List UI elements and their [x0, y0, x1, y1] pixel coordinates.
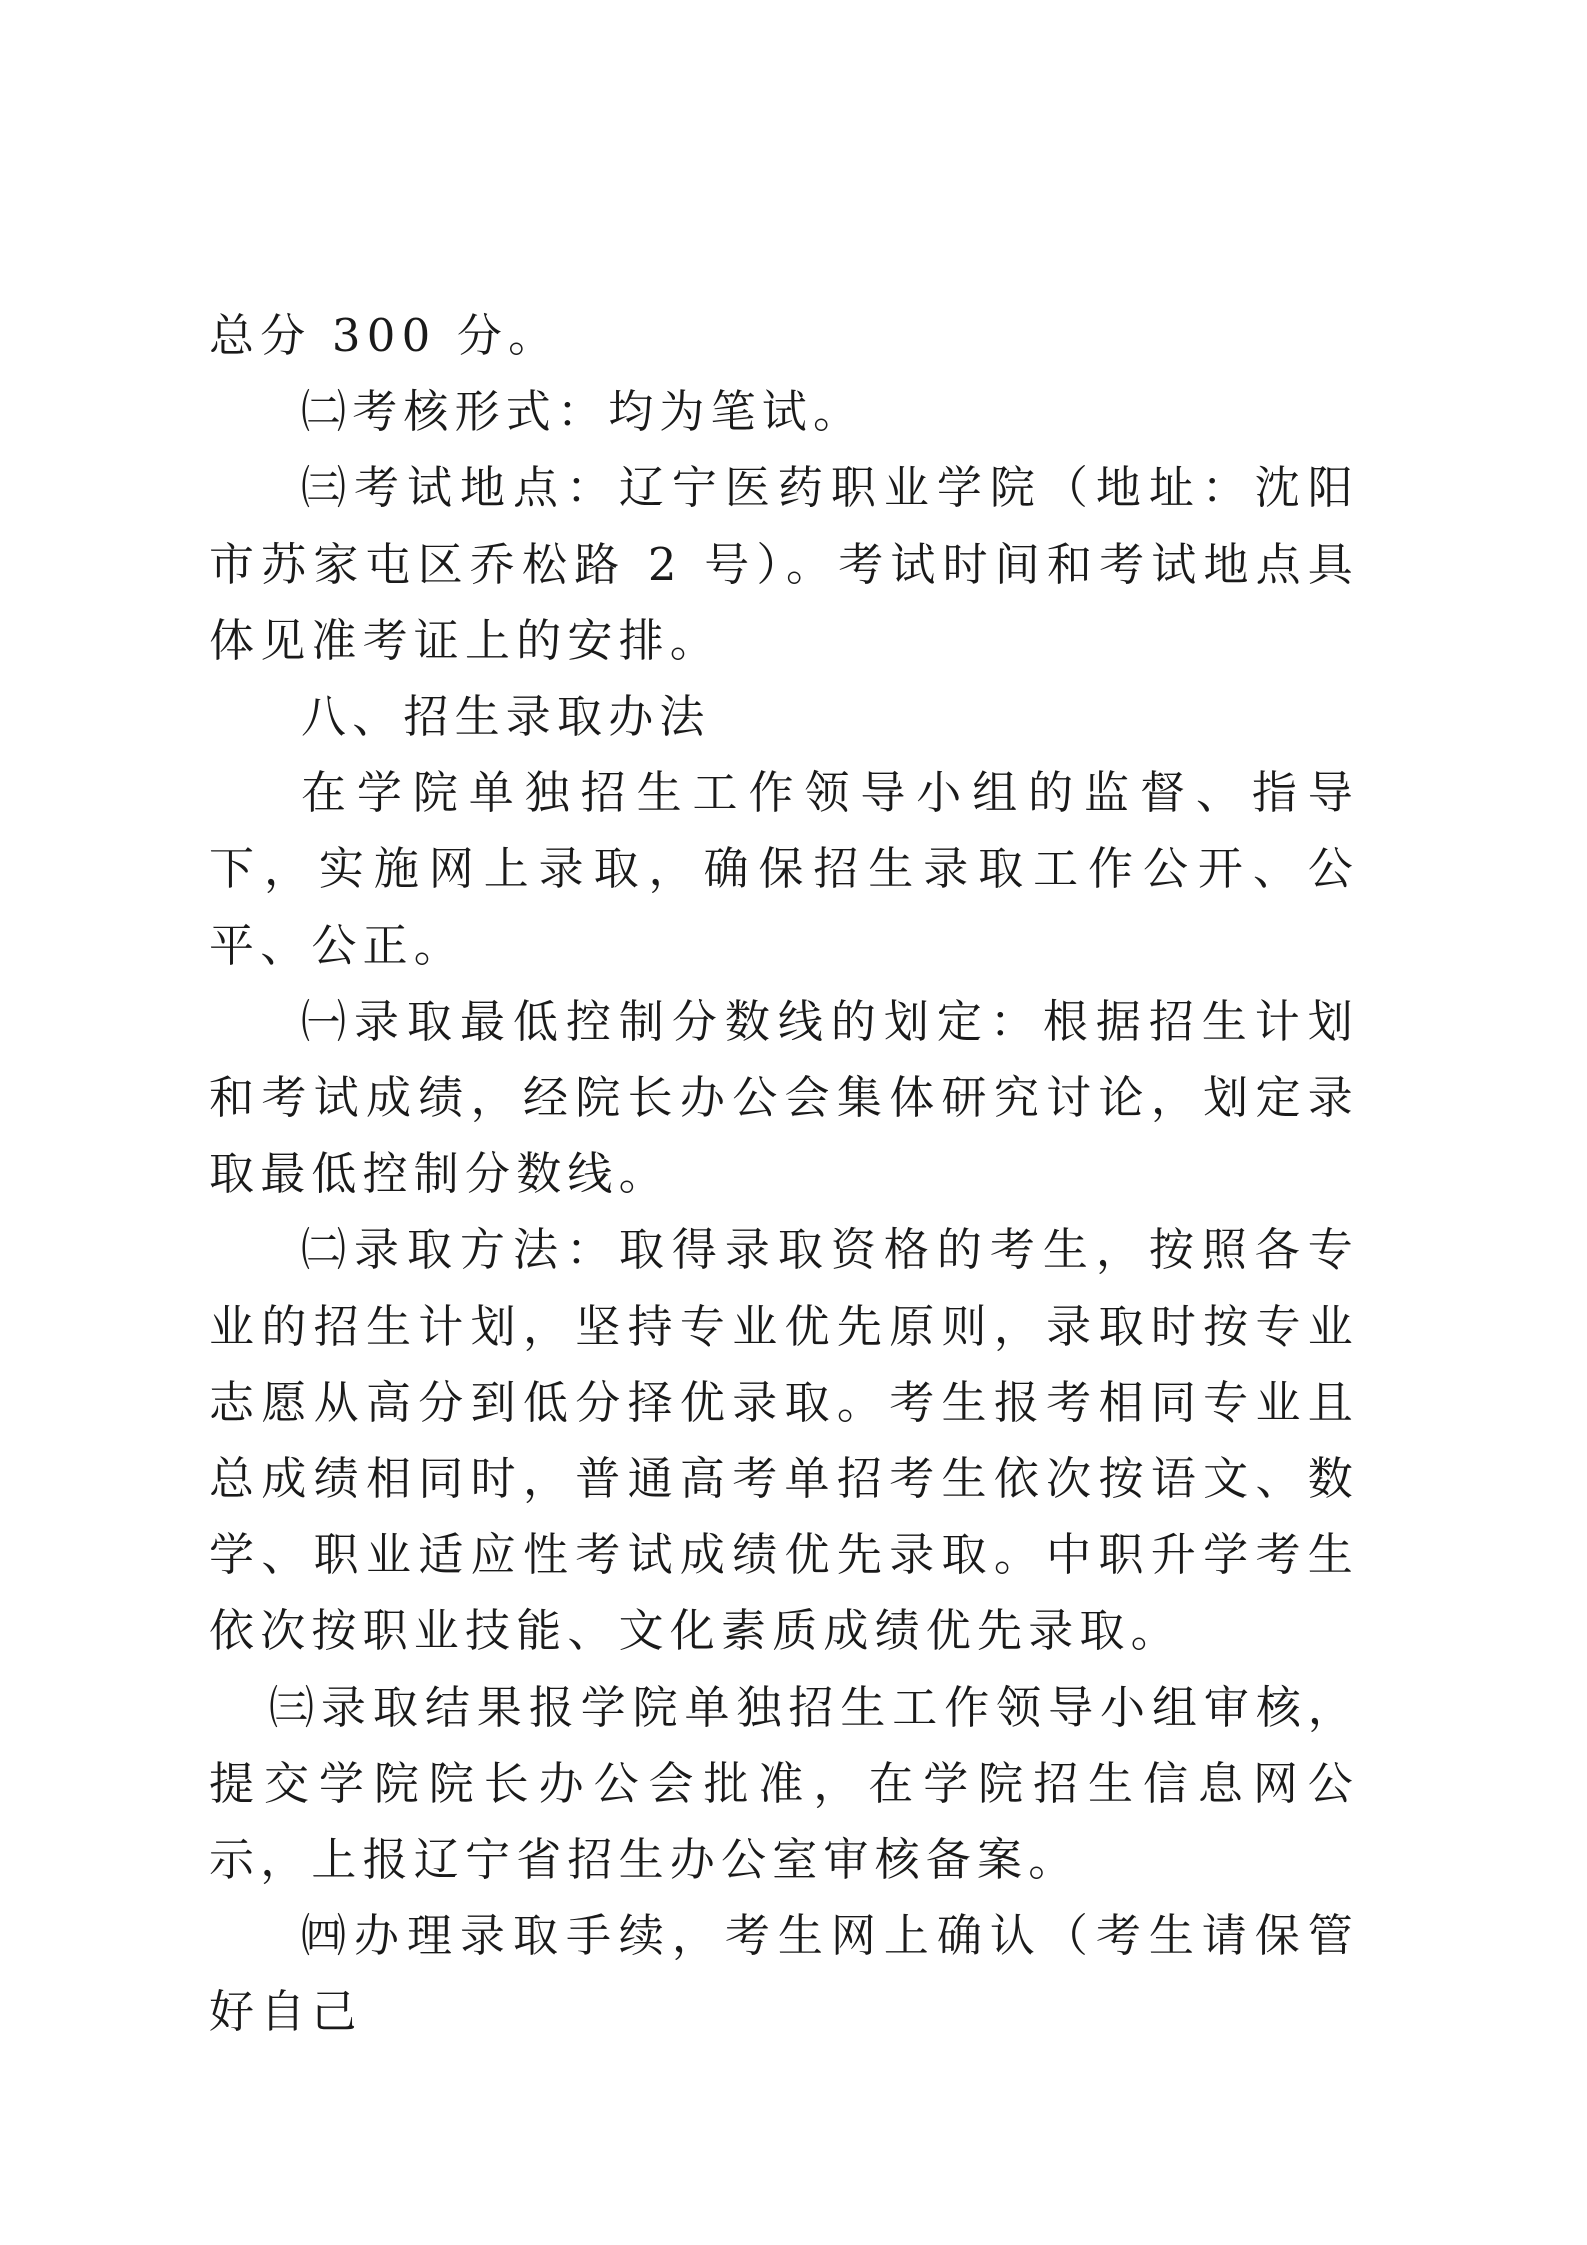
paragraph-admission-method: ㈡录取方法：取得录取资格的考生，按照各专业的招生计划，坚持专业优先原则，录取时按专业志愿从高分到低分择优录取。考生报考相同专业且总成绩相同时，普通高考单招考生依次按语文、数学、职业适应性考试成绩优先录取。中职升学考生依次按职业技能、文化素质成绩优先录取。	[209, 1223, 1359, 1658]
paragraph-total-score: 总分 300 分。	[209, 309, 560, 362]
paragraph-exam-format: ㈡考核形式：均为笔试。	[301, 385, 865, 439]
paragraph-admission-supervision: 在学院单独招生工作领导小组的监督、指导下，实施网上录取，确保招生录取工作公开、公平、公正。	[209, 766, 1359, 972]
document-body	[209, 298, 1359, 2051]
paragraph-exam-location: ㈢考试地点：辽宁医药职业学院（地址：沈阳市苏家屯区乔松路 2 号）。考试时间和考试地点具体见准考证上的安排。	[209, 461, 1359, 667]
paragraph-admission-procedures: ㈣办理录取手续，考生网上确认（考生请保管好自己	[209, 1909, 1359, 2039]
section-heading-admission-method: 八、招生录取办法	[301, 690, 711, 744]
paragraph-admission-result-review: ㈢录取结果报学院单独招生工作领导小组审核，提交学院院长办公会批准，在学院招生信息网公示，上报辽宁省招生办公室审核备案。	[209, 1680, 1359, 1887]
paragraph-minimum-score-line: ㈠录取最低控制分数线的划定：根据招生计划和考试成绩，经院长办公会集体研究讨论，划定录取最低控制分数线。	[209, 994, 1359, 1201]
